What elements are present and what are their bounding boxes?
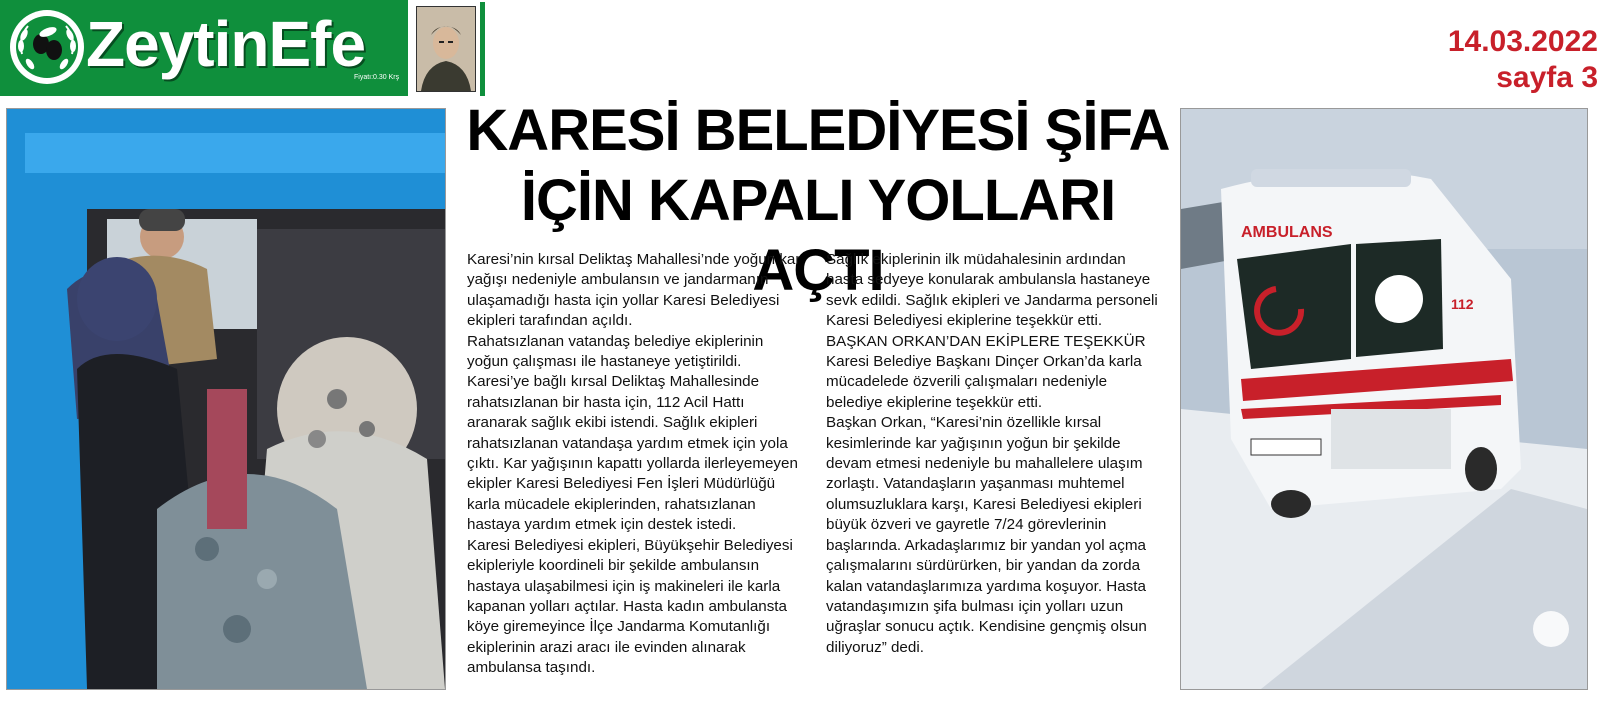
photo-ambulance-snow <box>1180 108 1588 690</box>
issue-date: 14.03.2022 <box>1447 25 1598 58</box>
olive-wreath-logo <box>8 8 86 86</box>
paragraph: Karesi Belediye Başkanı Dinçer Orkan’da karla mücadelede özverili çalışmaları nedeniyle belediye ekiplerine teşekkür etti. <box>826 353 1142 411</box>
paragraph: Rahatsızlanan vatandaş belediye ekiplerinin yoğun çalışması ile hastaneye yetiştirildi. <box>467 332 764 371</box>
subheading: BAŞKAN ORKAN’DAN EKİPLERE TEŞEKKÜR <box>826 332 1146 350</box>
ataturk-portrait <box>416 6 476 92</box>
photo-patient-vehicle <box>6 108 446 690</box>
ambulance-number: 112 <box>1451 296 1474 312</box>
paragraph: Karesi’ye bağlı kırsal Deliktaş Mahallesinde rahatsızlanan bir hasta için, 112 Acil Hattı aranarak sağlık ekibi istendi. Sağlık ekipleri rahatsızlanan vatandaşa yardım etmek için yola çıktı. Kar yağışının kapattı yollarda ilerleyemeyen ekipler Karesi Belediyesi Fen İşleri Müdürlüğü karla mücadele ekiplerinden, rahatsızlanan hastaya yardım etmek için destek istedi. <box>467 373 798 534</box>
masthead-divider <box>480 2 485 96</box>
masthead <box>0 0 408 96</box>
headline-line-1: KARESİ BELEDİYESİ ŞİFA <box>466 98 1170 163</box>
paragraph: Sağlık ekiplerinin ilk müdahalesinin ardından hasta sedyeye konularak ambulansla hastaneye sevk edildi. Sağlık ekipleri ve Jandarma personeli Karesi Belediyesi ekiplerine teşekkür etti. <box>826 251 1158 330</box>
newspaper-name: ZeytinEfe <box>86 8 366 80</box>
paragraph: Karesi’nin kırsal Deliktaş Mahallesi’nde yoğun kar yağışı nedeniyle ambulansın ve jandarmanın ulaşamadığı hasta için yollar Karesi Belediyesi ekipleri tarafından açıldı. <box>467 251 801 330</box>
paragraph: Karesi Belediyesi ekipleri, Büyükşehir Belediyesi ekipleriyle koordineli bir şekilde ambulansın hastaya ulaşabilmesi için iş makineleri ile karla kapanan yolları açtılar. Hasta kadın ambulansta köye giremeyince İlçe Jandarma Komutanlığı ekiplerinin arazi aracı ile evinden alınarak ambulansa taşındı. <box>467 536 793 677</box>
price-label: Fiyatı:0.30 Krş <box>354 74 400 81</box>
article-column-2 <box>826 250 1166 658</box>
page-number: sayfa 3 <box>1496 61 1598 94</box>
paragraph: Başkan Orkan, “Karesi’nin özellikle kırsal kesimlerinde kar yağışının yoğun bir şekilde devam etmesi nedeniyle bu mahallelere ulaşım zorlaştı. Vatandaşların yaşanması muhtemel olumsuzluklara karşı, Karesi Belediyesi ekipleri büyük özveri ve gayretle 7/24 görevlerinin başlarında. Arkadaşlarımız bir yandan yol açma çalışmalarını sürdürürken, bir yandan da zorda kalan vatandaşlarımıza yardıma koşuyor. Hasta vatandaşımızın şifa bulması için yolları uzun uğraşlar sonucu açtık. Kendisine gençmiş olsun diliyoruz” dedi. <box>826 414 1147 656</box>
headline-line-2: İÇİN KAPALI YOLLARI AÇTI <box>520 168 1116 303</box>
article-column-1 <box>467 250 807 679</box>
issue-date-block <box>1448 24 1598 96</box>
ambulance-scene-image <box>1181 109 1587 689</box>
ambulance-label: AMBULANS <box>1241 224 1333 241</box>
vehicle-scene-image <box>7 109 445 689</box>
portrait-illustration <box>417 7 475 91</box>
